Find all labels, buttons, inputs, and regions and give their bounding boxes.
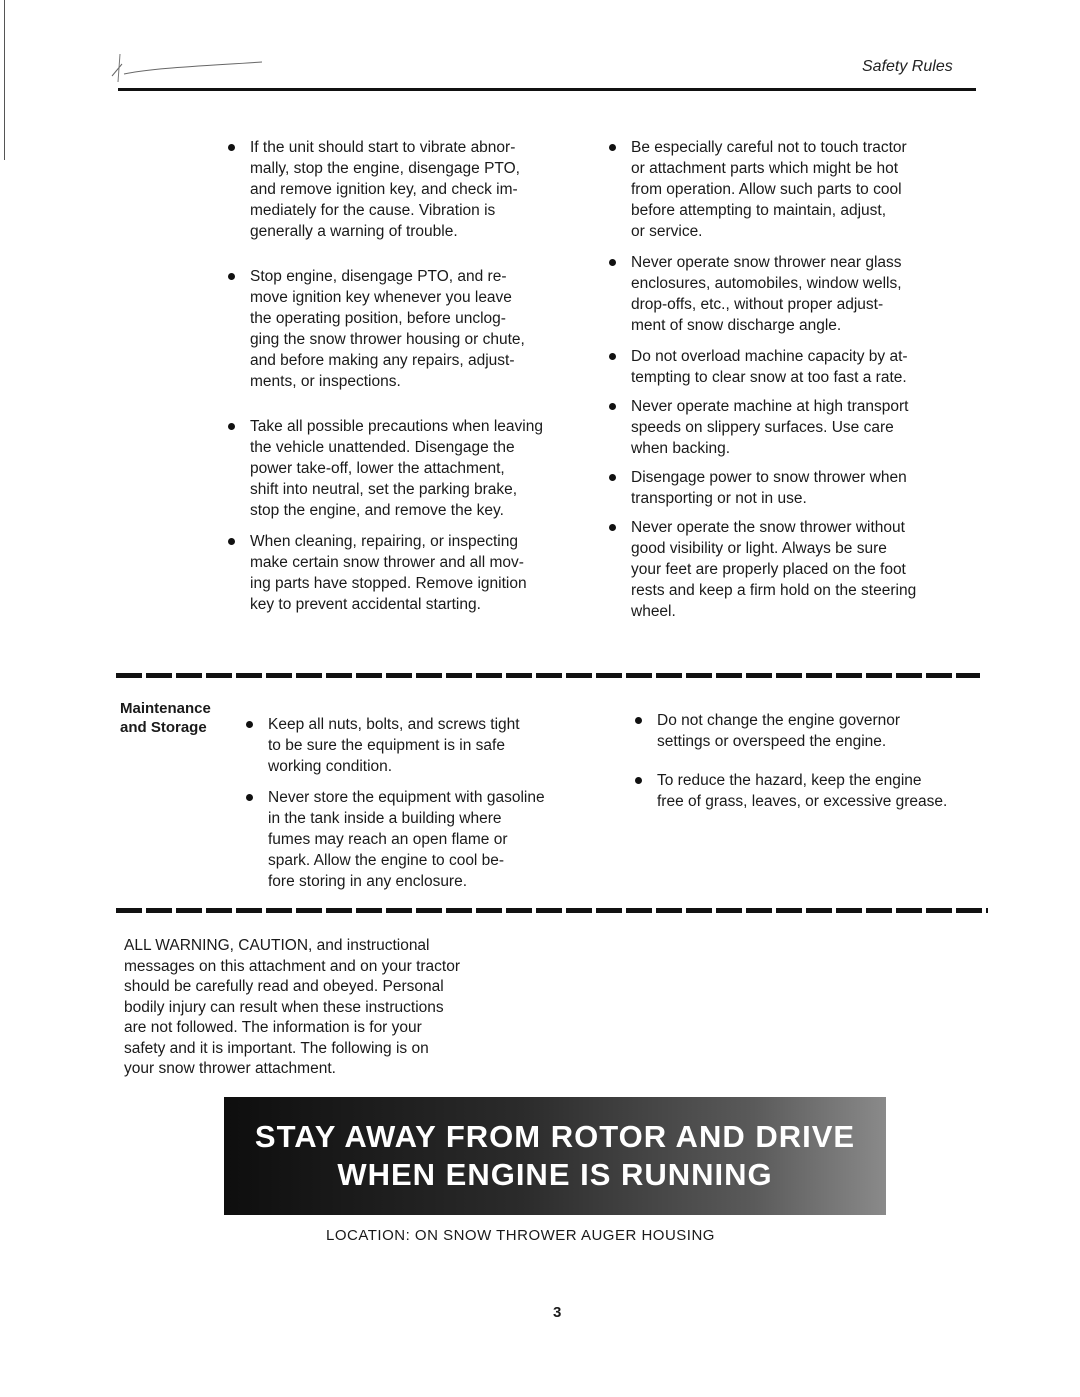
line: spark. Allow the engine to cool be- <box>268 852 505 869</box>
line: enclosures, automobiles, window wells, <box>631 275 902 292</box>
bullet-icon <box>609 144 616 151</box>
line: mally, stop the engine, disengage PTO, <box>250 160 520 177</box>
maintenance-item <box>246 787 606 892</box>
line: or service. <box>631 223 703 240</box>
bullet-icon <box>228 423 235 430</box>
line: Never operate machine at high transport <box>631 398 909 415</box>
header-rule <box>118 88 976 91</box>
line: rests and keep a firm hold on the steering <box>631 582 917 599</box>
warning-paragraph <box>124 936 544 1080</box>
bullet-icon <box>246 721 253 728</box>
label-line: and Storage <box>120 719 207 736</box>
line: generally a warning of trouble. <box>250 223 458 240</box>
line: move ignition key whenever you leave <box>250 289 512 306</box>
line: and remove ignition key, and check im- <box>250 181 518 198</box>
maintenance-item <box>635 710 980 752</box>
safety-item <box>609 252 979 336</box>
line: Do not overload machine capacity by at- <box>631 348 908 365</box>
line: shift into neutral, set the parking brake, <box>250 481 518 498</box>
line: drop-offs, etc., without proper adjust- <box>631 296 884 313</box>
line: when backing. <box>631 440 731 457</box>
safety-left-column <box>228 137 608 615</box>
line: your feet are properly placed on the foot <box>631 561 906 578</box>
safety-item <box>228 416 608 521</box>
line: safety and it is important. The following is on <box>124 1039 429 1057</box>
line: ments, or inspections. <box>250 373 401 390</box>
bullet-icon <box>635 717 642 724</box>
safety-item <box>228 137 608 242</box>
line: mediately for the cause. Vibration is <box>250 202 496 219</box>
section-divider <box>116 908 988 913</box>
bullet-icon <box>228 273 235 280</box>
line: To reduce the hazard, keep the engine <box>657 772 922 789</box>
bullet-icon <box>228 144 235 151</box>
margin-line <box>4 0 5 160</box>
line: bodily injury can result when these instructions <box>124 998 444 1016</box>
maintenance-right-column <box>635 710 980 812</box>
bullet-icon <box>609 474 616 481</box>
warning-decal-line-2: WHEN ENGINE IS RUNNING <box>337 1157 773 1192</box>
bullet-icon <box>635 777 642 784</box>
line: Disengage power to snow thrower when <box>631 469 907 486</box>
safety-item <box>609 396 979 459</box>
safety-item <box>609 346 979 388</box>
line: free of grass, leaves, or excessive grease. <box>657 793 948 810</box>
line: messages on this attachment and on your tractor <box>124 957 461 975</box>
line: wheel. <box>631 603 676 620</box>
line: If the unit should start to vibrate abnor- <box>250 139 516 156</box>
line: and before making any repairs, adjust- <box>250 352 515 369</box>
line: ment of snow discharge angle. <box>631 317 842 334</box>
line: fumes may reach an open flame or <box>268 831 508 848</box>
bullet-icon <box>609 259 616 266</box>
line: settings or overspeed the engine. <box>657 733 887 750</box>
line: ing parts have stopped. Remove ignition <box>250 575 527 592</box>
line: Never operate snow thrower near glass <box>631 254 902 271</box>
line: transporting or not in use. <box>631 490 807 507</box>
line: before attempting to maintain, adjust, <box>631 202 887 219</box>
line: working condition. <box>268 758 393 775</box>
line: to be sure the equipment is in safe <box>268 737 505 754</box>
safety-item <box>609 517 979 622</box>
line: good visibility or light. Always be sure <box>631 540 887 557</box>
bullet-icon <box>609 403 616 410</box>
decal-location-caption: LOCATION: ON SNOW THROWER AUGER HOUSING <box>326 1227 715 1244</box>
line: Be especially careful not to touch tractor <box>631 139 907 156</box>
line: power take-off, lower the attachment, <box>250 460 505 477</box>
line: Keep all nuts, bolts, and screws tight <box>268 716 520 733</box>
line: or attachment parts which might be hot <box>631 160 899 177</box>
line: your snow thrower attachment. <box>124 1060 336 1077</box>
line: When cleaning, repairing, or inspecting <box>250 533 518 550</box>
line: fore storing in any enclosure. <box>268 873 468 890</box>
line: Never store the equipment with gasoline <box>268 789 545 806</box>
safety-right-column <box>609 137 979 622</box>
line: ALL WARNING, CAUTION, and instructional <box>124 937 430 954</box>
line: speeds on slippery surfaces. Use care <box>631 419 894 436</box>
safety-item <box>228 531 608 615</box>
header-title: Safety Rules <box>862 58 953 75</box>
safety-item <box>609 137 979 242</box>
safety-item <box>609 467 979 509</box>
page-number: 3 <box>553 1304 562 1321</box>
line: from operation. Allow such parts to cool <box>631 181 902 198</box>
warning-decal <box>224 1097 886 1215</box>
maintenance-item <box>635 770 980 812</box>
line: Stop engine, disengage PTO, and re- <box>250 268 507 285</box>
section-divider <box>116 673 980 678</box>
line: Take all possible precautions when leaving <box>250 418 543 435</box>
warning-decal-line-1: STAY AWAY FROM ROTOR AND DRIVE <box>254 1119 856 1154</box>
line: make certain snow thrower and all mov- <box>250 554 524 571</box>
label-line: Maintenance <box>120 700 211 717</box>
line: should be carefully read and obeyed. Personal <box>124 978 444 995</box>
maintenance-left-column <box>246 714 606 892</box>
line: tempting to clear snow at too fast a rate. <box>631 369 907 386</box>
line: key to prevent accidental starting. <box>250 596 481 613</box>
line: in the tank inside a building where <box>268 810 502 827</box>
maintenance-label <box>120 699 211 737</box>
line: Do not change the engine governor <box>657 712 901 729</box>
line: stop the engine, and remove the key. <box>250 502 504 519</box>
bullet-icon <box>609 524 616 531</box>
maintenance-item <box>246 714 606 777</box>
line: Never operate the snow thrower without <box>631 519 905 536</box>
bullet-icon <box>228 538 235 545</box>
bullet-icon <box>609 353 616 360</box>
line: ging the snow thrower housing or chute, <box>250 331 525 348</box>
line: are not followed. The information is for your <box>124 1019 422 1036</box>
bullet-icon <box>246 794 253 801</box>
safety-item <box>228 266 608 392</box>
line: the operating position, before unclog- <box>250 310 506 327</box>
line: the vehicle unattended. Disengage the <box>250 439 515 456</box>
